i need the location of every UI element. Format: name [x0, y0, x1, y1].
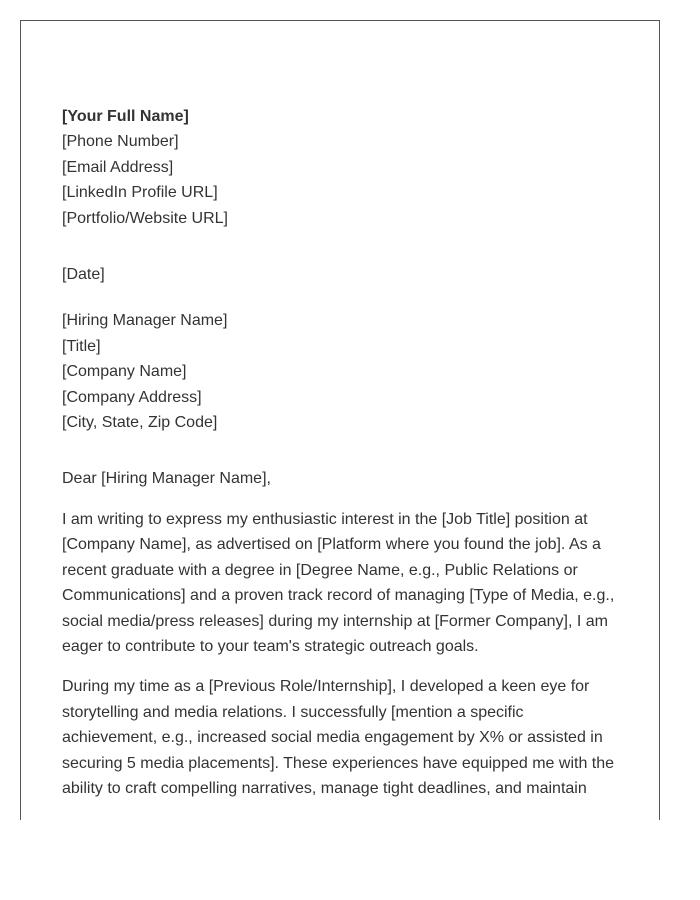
- paragraph-line: ability to craft compelling narratives, manage tight deadlines, and maintain: [62, 779, 587, 797]
- letter-content: [62, 104, 628, 801]
- paragraph-2: [62, 674, 628, 801]
- paragraph-line: I am writing to express my enthusiastic interest in the [Job Title] position at: [62, 510, 588, 528]
- recipient-block: [62, 308, 628, 435]
- paragraph-line: [Company Name], as advertised on [Platform where you found the job]. As a: [62, 536, 601, 554]
- salutation-block: [62, 466, 628, 491]
- sender-linkedin: [LinkedIn Profile URL]: [62, 184, 218, 202]
- paragraph-line: storytelling and media relations. I successfully [mention a specific: [62, 703, 524, 721]
- letter-page: [20, 20, 660, 820]
- paragraph-line: During my time as a [Previous Role/Internship], I developed a keen eye for: [62, 678, 590, 696]
- sender-portfolio: [Portfolio/Website URL]: [62, 209, 228, 227]
- paragraph-line: securing 5 media placements]. These experiences have equipped me with the: [62, 754, 615, 772]
- recipient-name: [Hiring Manager Name]: [62, 312, 228, 330]
- letter-date: [Date]: [62, 266, 105, 284]
- paragraph-line: social media/press releases] during my internship at [Former Company], I am: [62, 612, 608, 630]
- paragraph-line: eager to contribute to your team's strategic outreach goals.: [62, 637, 479, 655]
- salutation: Dear [Hiring Manager Name],: [62, 470, 271, 488]
- date-block: [62, 262, 628, 287]
- recipient-address: [Company Address]: [62, 388, 202, 406]
- sender-block: [62, 104, 628, 231]
- recipient-company: [Company Name]: [62, 363, 187, 381]
- paragraph-line: achievement, e.g., increased social media engagement by X% or assisted in: [62, 729, 603, 747]
- sender-phone: [Phone Number]: [62, 133, 179, 151]
- paragraph-line: recent graduate with a degree in [Degree Name, e.g., Public Relations or: [62, 561, 578, 579]
- paragraph-1: [62, 507, 628, 659]
- paragraph-line: Communications] and a proven track record of managing [Type of Media, e.g.,: [62, 587, 615, 605]
- sender-name: [Your Full Name]: [62, 108, 189, 125]
- recipient-title: [Title]: [62, 337, 101, 355]
- recipient-city-state-zip: [City, State, Zip Code]: [62, 414, 218, 432]
- sender-email: [Email Address]: [62, 158, 174, 176]
